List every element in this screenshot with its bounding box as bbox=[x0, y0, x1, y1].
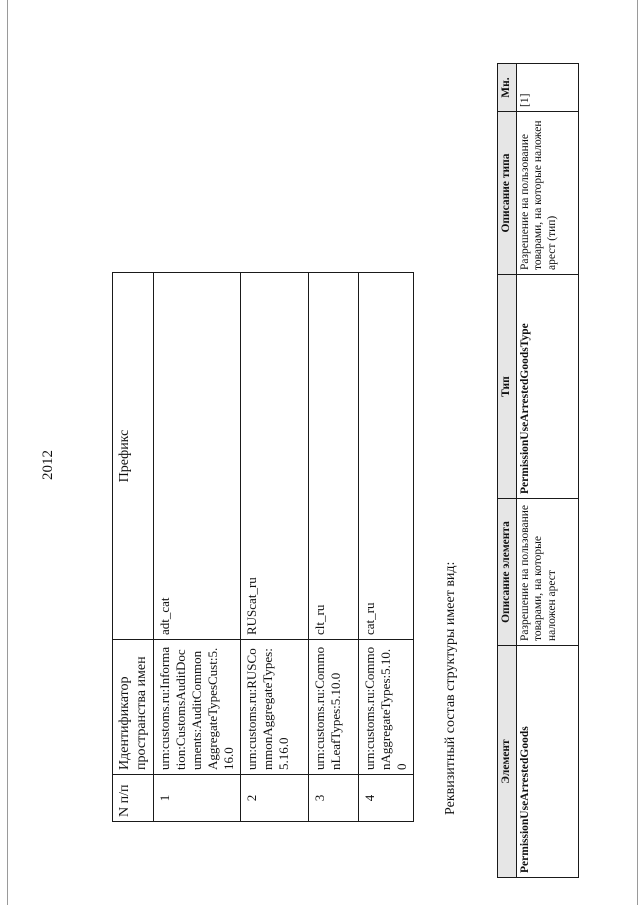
header-multiplicity: Мн. bbox=[498, 64, 517, 112]
structure-table bbox=[497, 63, 579, 878]
type-description: Разрешение на пользование товарами, на которые наложен арест (тип) bbox=[516, 112, 578, 275]
header-element: Элемент bbox=[498, 646, 517, 878]
element-name: PermissionUseArrestedGoods bbox=[516, 646, 578, 878]
page-edge-right bbox=[637, 0, 638, 905]
namespace-identifier: urn:customs.ru:CommonLeafTypes:5.10.0 bbox=[309, 640, 359, 775]
table-row bbox=[154, 273, 241, 822]
row-number: 4 bbox=[359, 775, 414, 822]
table-row bbox=[516, 64, 578, 878]
structure-table-header-row bbox=[498, 64, 517, 878]
header-type-description: Описание типа bbox=[498, 112, 517, 275]
header-element-description: Описание элемента bbox=[498, 499, 517, 646]
namespace-prefix: cat_ru bbox=[359, 273, 414, 640]
header-identifier: Идентификатор пространства имен bbox=[113, 640, 154, 775]
namespace-prefix: adt_cat bbox=[154, 273, 241, 640]
rotated-page-content bbox=[0, 10, 630, 890]
namespace-table bbox=[112, 272, 414, 822]
namespace-table-header-row bbox=[113, 273, 154, 822]
namespace-prefix: clt_ru bbox=[309, 273, 359, 640]
element-type: PermissionUseArrestedGoodsType bbox=[516, 275, 578, 499]
page-number: 2012 bbox=[40, 450, 56, 480]
namespace-identifier: urn:customs.ru:Information:CustomsAuditDocuments:AuditCommonAggregateTypesCust:5.16.0 bbox=[154, 640, 241, 775]
header-type: Тип bbox=[498, 275, 517, 499]
element-description: Разрешение на пользование товарами, на которые наложен арест bbox=[516, 499, 578, 646]
namespace-identifier: urn:customs.ru:RUSCommonAggregateTypes:5.16.0 bbox=[241, 640, 309, 775]
table-row bbox=[359, 273, 414, 822]
header-number: N п/п bbox=[113, 775, 154, 822]
structure-intro-text: Реквизитный состав структуры имеет вид: bbox=[443, 561, 458, 815]
row-number: 1 bbox=[154, 775, 241, 822]
row-number: 2 bbox=[241, 775, 309, 822]
table-row bbox=[241, 273, 309, 822]
namespace-prefix: RUScat_ru bbox=[241, 273, 309, 640]
multiplicity: [1] bbox=[516, 64, 578, 112]
header-prefix: Префикс bbox=[113, 273, 154, 640]
table-row bbox=[309, 273, 359, 822]
namespace-identifier: urn:customs.ru:CommonAggregateTypes:5.10.0 bbox=[359, 640, 414, 775]
row-number: 3 bbox=[309, 775, 359, 822]
